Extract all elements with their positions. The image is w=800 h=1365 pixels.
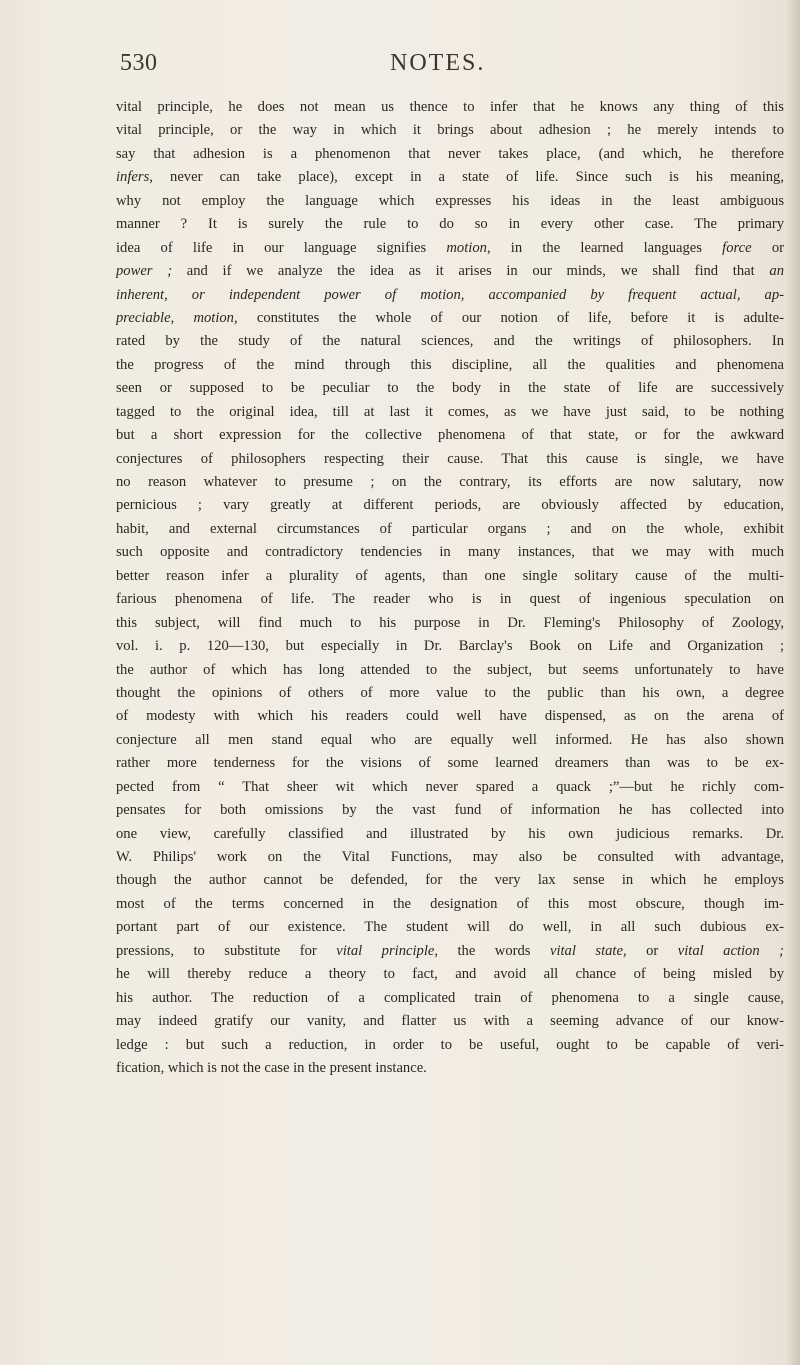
text-segment: his author. The reduction of a complicated train of phenomena to a single cause, [116, 989, 784, 1006]
text-segment: conjectures of philosophers respecting their cause. That this cause is single, we have [116, 450, 784, 467]
italic-segment: power ; [116, 263, 173, 280]
text-segment: or [751, 239, 784, 256]
text-line [116, 377, 784, 400]
text-segment: rated by the study of the natural sciences, and the writings of philosophers. In [116, 333, 784, 350]
text-line [116, 354, 784, 377]
text-line [116, 612, 784, 635]
text-line [116, 916, 784, 939]
text-segment: vol. i. p. 120—130, but especially in Dr. Barclay's Book on Life and Organization ; [116, 638, 784, 655]
text-line [116, 190, 784, 213]
text-line [116, 799, 784, 822]
text-segment: farious phenomena of life. The reader who is in quest of ingenious speculation on [116, 591, 784, 608]
text-segment: , the words [434, 942, 550, 959]
text-segment: vital principle, or the way in which it brings about adhesion ; he merely intends to [116, 122, 784, 139]
text-segment: manner ? It is surely the rule to do so in every other case. The primary [116, 216, 784, 233]
text-line [116, 565, 784, 588]
text-line [116, 752, 784, 775]
text-line [116, 166, 784, 189]
text-line [116, 471, 784, 494]
running-head: NOTES. [390, 50, 486, 76]
text-line [116, 963, 784, 986]
text-line [116, 284, 784, 307]
text-segment: the progress of the mind through this discipline, all the qualities and phenomena [116, 356, 784, 373]
text-line [116, 682, 784, 705]
text-segment: portant part of our existence. The student will do well, in all such dubious ex- [116, 919, 784, 936]
italic-segment: motion [446, 239, 487, 256]
text-segment: tagged to the original idea, till at last it comes, as we have just said, to be nothing [116, 403, 784, 420]
text-line [116, 96, 784, 119]
text-line [116, 823, 784, 846]
text-segment: ledge : but such a reduction, in order to be useful, ought to be capable of veri- [116, 1036, 784, 1053]
text-segment: and if we analyze the idea as it arises in our minds, we shall find that [172, 263, 770, 280]
text-line [116, 729, 784, 752]
italic-segment: inherent, or independent power of motion, accompanied by frequent actual, ap- [116, 286, 784, 303]
text-line [116, 940, 784, 963]
text-line [116, 237, 784, 260]
text-segment: better reason infer a plurality of agents, than one single solitary cause of the multi- [116, 567, 784, 584]
text-line [116, 307, 784, 330]
text-segment: of modesty with which his readers could well have dispensed, as on the arena of [116, 708, 784, 725]
text-segment: pernicious ; vary greatly at different periods, are obviously affected by education, [116, 497, 784, 514]
text-segment: , in the learned languages [486, 239, 723, 256]
text-segment: why not employ the language which expresses his ideas in the least ambiguous [116, 192, 784, 209]
text-segment: but a short expression for the collective phenomena of that state, or for the awkward [116, 427, 784, 444]
italic-segment: an [769, 263, 784, 280]
text-segment: idea of life in our language signifies [116, 239, 447, 256]
text-segment: this subject, will find much to his purpose in Dr. Fleming's Philosophy of Zoology, [116, 614, 784, 631]
text-segment: , never can take place), except in a state of life. Since such is his meaning, [149, 169, 784, 186]
text-segment: W. Philips' work on the Vital Functions, may also be consulted with advantage, [116, 849, 784, 865]
text-line [116, 260, 784, 283]
text-segment: , or [622, 942, 678, 959]
italic-segment: infers [116, 169, 150, 186]
text-line [116, 119, 784, 142]
italic-segment: preciable, motion, [116, 309, 238, 326]
text-segment: though the author cannot be defended, for the very lax sense in which he employs [116, 872, 784, 889]
text-line [116, 143, 784, 166]
page-edge-shadow [786, 0, 800, 1365]
text-line [116, 330, 784, 353]
text-segment: most of the terms concerned in the designation of this most obscure, though im- [116, 895, 784, 912]
text-line [116, 846, 784, 869]
text-line [116, 1057, 784, 1080]
italic-segment: vital state [549, 942, 623, 959]
notes-body-text [116, 96, 784, 1080]
text-line [116, 401, 784, 424]
text-line [116, 448, 784, 471]
text-line [116, 494, 784, 517]
text-segment: rather more tenderness for the visions of some learned dreamers than was to be ex- [116, 755, 784, 772]
text-line [116, 1010, 784, 1033]
text-line [116, 705, 784, 728]
text-line [116, 541, 784, 564]
text-line [116, 1034, 784, 1057]
italic-segment: vital principle [336, 942, 435, 959]
text-line [116, 776, 784, 799]
text-line [116, 213, 784, 236]
text-line [116, 987, 784, 1010]
text-segment: such opposite and contradictory tendencies in many instances, that we may with much [116, 544, 784, 561]
text-segment: pensates for both omissions by the vast fund of information he has collected into [116, 802, 784, 819]
page-header [120, 50, 740, 90]
text-segment: seen or supposed to be peculiar to the body in the state of life are successively [116, 380, 784, 397]
text-line [116, 518, 784, 541]
text-line [116, 893, 784, 916]
text-segment: constitutes the whole of our notion of life, before it is adulte- [237, 309, 784, 326]
text-segment: one view, carefully classified and illustrated by his own judicious remarks. Dr. [116, 825, 784, 842]
text-segment: habit, and external circumstances of particular organs ; and on the whole, exhibit [116, 520, 784, 537]
text-segment: may indeed gratify our vanity, and flatter us with a seeming advance of our know- [116, 1013, 784, 1030]
text-segment: fication, which is not the case in the present instance. [116, 1059, 427, 1076]
text-segment: pected from “ That sheer wit which never spared a quack ;”—but he richly com- [116, 778, 784, 795]
text-segment: say that adhesion is a phenomenon that never takes place, (and which, he therefore [116, 145, 784, 162]
text-segment: pressions, to substitute for [116, 942, 337, 959]
text-segment: vital principle, he does not mean us thence to infer that he knows any thing of this [116, 99, 784, 115]
italic-segment: force [722, 239, 752, 256]
text-line [116, 869, 784, 892]
italic-segment: vital action ; [677, 942, 784, 959]
text-segment: he will thereby reduce a theory to fact, and avoid all chance of being misled by [116, 966, 784, 983]
text-line [116, 635, 784, 658]
text-line [116, 424, 784, 447]
page-number: 530 [120, 50, 158, 76]
text-line [116, 659, 784, 682]
text-segment: thought the opinions of others of more value to the public than his own, a degree [116, 684, 784, 701]
text-segment: conjecture all men stand equal who are equally well informed. He has also shown [116, 731, 784, 748]
text-segment: the author of which has long attended to the subject, but seems unfortunately to have [116, 661, 784, 678]
text-segment: no reason whatever to presume ; on the contrary, its efforts are now salutary, now [116, 474, 784, 490]
text-line [116, 588, 784, 611]
